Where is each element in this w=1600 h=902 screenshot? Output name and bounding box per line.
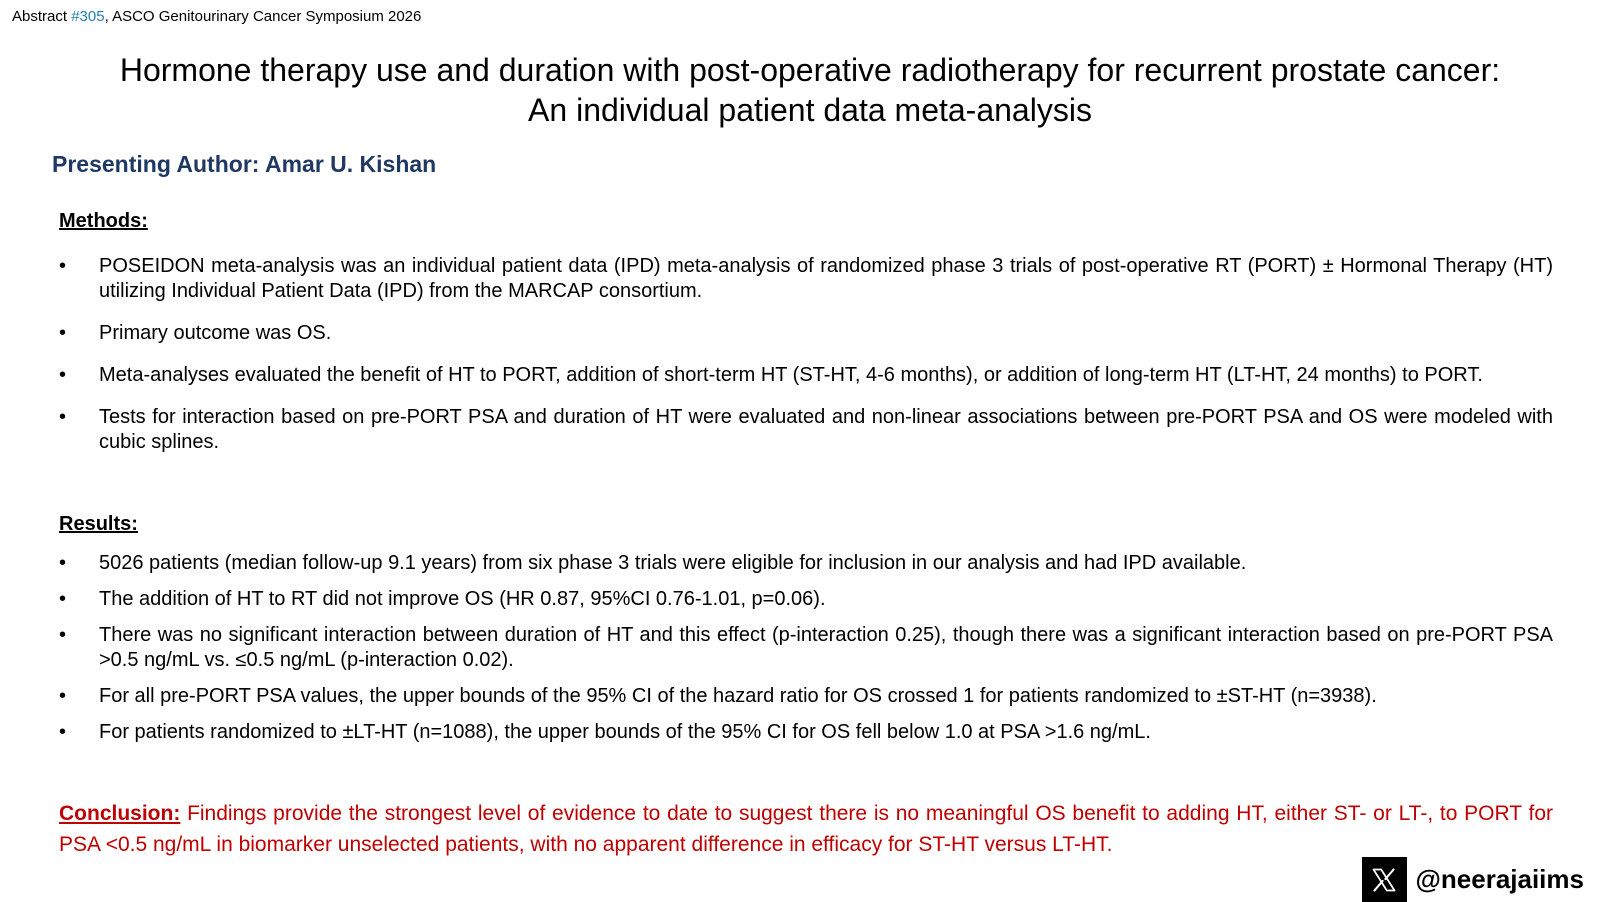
bullet-icon: • — [59, 624, 67, 646]
social-handle — [1362, 857, 1584, 902]
methods-item-text: Primary outcome was OS. — [99, 322, 332, 344]
results-item-text: There was no significant interaction between duration of HT and this effect (p-interaction 0.25), though there was a significant interaction based on pre-PORT PSA >0.5 ng/mL vs. ≤0.5 ng/mL (p-interaction 0.02). — [99, 624, 1553, 671]
bullet-icon: • — [59, 406, 67, 428]
methods-item — [59, 363, 1553, 388]
bullet-icon: • — [59, 364, 67, 386]
results-item — [59, 587, 1553, 612]
abstract-suffix: , ASCO Genitourinary Cancer Symposium 2026 — [104, 8, 422, 25]
conclusion-text: Findings provide the strongest level of evidence to date to suggest there is no meaningful OS benefit to adding HT, either ST- or LT-, to PORT for PSA <0.5 ng/mL in biomarker unselected patients, with no apparent difference in efficacy for ST-HT versus LT-HT. — [59, 802, 1553, 856]
bullet-icon: • — [59, 552, 67, 574]
methods-item-text: Tests for interaction based on pre-PORT PSA and duration of HT were evaluated and non-linear associations between pre-PORT PSA and OS were modeled with cubic splines. — [99, 406, 1553, 453]
results-item-text: For all pre-PORT PSA values, the upper bounds of the 95% CI of the hazard ratio for OS crossed 1 for patients randomized to ±ST-HT (n=3938). — [99, 685, 1377, 707]
results-item-text: 5026 patients (median follow-up 9.1 years) from six phase 3 trials were eligible for inclusion in our analysis and had IPD available. — [99, 552, 1247, 574]
methods-list — [59, 254, 1553, 472]
conclusion-label: Conclusion: — [59, 802, 181, 825]
methods-item — [59, 321, 1553, 346]
results-item-text: The addition of HT to RT did not improve OS (HR 0.87, 95%CI 0.76-1.01, p=0.06). — [99, 588, 826, 610]
x-logo-icon — [1362, 857, 1407, 902]
results-item-text: For patients randomized to ±LT-HT (n=1088), the upper bounds of the 95% CI for OS fell below 1.0 at PSA >1.6 ng/mL. — [99, 721, 1151, 743]
methods-heading: Methods: — [59, 210, 148, 232]
presenting-author: Presenting Author: Amar U. Kishan — [52, 151, 437, 177]
results-item — [59, 623, 1553, 673]
bullet-icon: • — [59, 322, 67, 344]
results-item — [59, 551, 1553, 576]
results-item — [59, 684, 1553, 709]
bullet-icon: • — [59, 685, 67, 707]
bullet-icon: • — [59, 588, 67, 610]
slide-title — [40, 50, 1580, 130]
methods-item-text: POSEIDON meta-analysis was an individual patient data (IPD) meta-analysis of randomized phase 3 trials of post-operative RT (PORT) ± Hormonal Therapy (HT) utilizing Individual Patient Data (IPD) from the MARCAP consortium. — [99, 255, 1553, 302]
results-list — [59, 551, 1553, 756]
results-item — [59, 720, 1553, 745]
results-heading: Results: — [59, 513, 138, 535]
methods-item-text: Meta-analyses evaluated the benefit of HT to PORT, addition of short-term HT (ST-HT, 4-6 months), or addition of long-term HT (LT-HT, 24 months) to PORT. — [99, 364, 1483, 386]
methods-item — [59, 254, 1553, 304]
title-line-2: An individual patient data meta-analysis — [528, 92, 1092, 128]
conclusion — [59, 798, 1553, 860]
abstract-number: #305 — [71, 8, 105, 25]
x-logo-glyph — [1370, 866, 1398, 894]
bullet-icon: • — [59, 255, 67, 277]
title-line-1: Hormone therapy use and duration with post-operative radiotherapy for recurrent prostate cancer: — [119, 52, 1501, 88]
bullet-icon: • — [59, 721, 67, 743]
abstract-reference — [12, 8, 421, 25]
handle-text: @neerajaiims — [1415, 864, 1584, 894]
methods-item — [59, 405, 1553, 455]
abstract-prefix: Abstract — [12, 8, 72, 25]
